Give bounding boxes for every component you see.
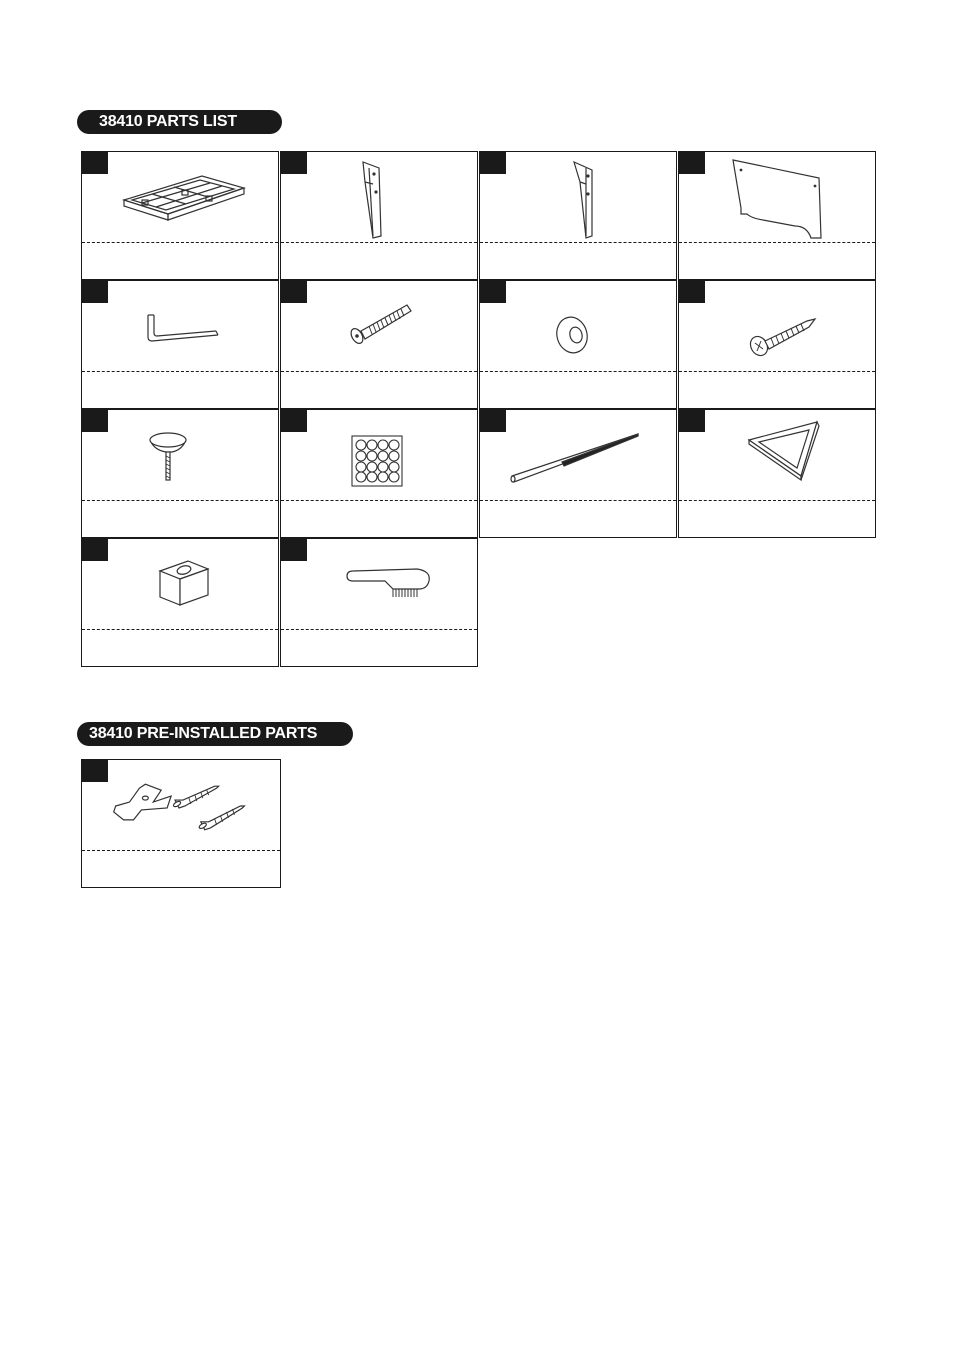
part-cell [81,759,281,888]
part-cell [81,280,279,409]
part-cell [479,280,677,409]
part-cell [678,409,876,538]
label-divider [281,629,477,630]
label-divider [82,629,278,630]
label-divider [480,500,676,501]
part-cell [81,151,279,280]
part-cell [678,280,876,409]
preinstalled-banner [77,722,353,746]
label-divider [82,850,280,851]
table-frame-icon [82,152,280,244]
allen-key-icon [82,281,280,373]
leveler-foot-icon [82,410,280,502]
label-divider [82,242,278,243]
part-cell [280,280,478,409]
parts-list-title: 38410 PARTS LIST [99,113,237,130]
side-panel-icon [679,152,877,244]
table-brush-icon [281,539,479,631]
chalk-cube-icon [82,539,280,631]
washer-icon [480,281,678,373]
part-cell [280,409,478,538]
wood-screw-icon [679,281,877,373]
label-divider [480,371,676,372]
label-divider [679,500,875,501]
preinstalled-title: 38410 PRE-INSTALLED PARTS [89,725,318,742]
label-divider [281,500,477,501]
leg-bracket-right-icon [480,152,678,244]
label-divider [679,371,875,372]
triangle-rack-icon [679,410,877,502]
label-divider [82,500,278,501]
part-cell [280,538,478,667]
part-cell [678,151,876,280]
label-divider [82,371,278,372]
part-cell [81,538,279,667]
parts-list-banner [77,110,282,134]
label-divider [679,242,875,243]
part-cell [479,151,677,280]
bolt-icon [281,281,479,373]
part-cell [280,151,478,280]
label-divider [281,371,477,372]
part-cell [479,409,677,538]
felt-pads-icon [281,410,479,502]
cue-stick-icon [480,410,678,502]
label-divider [281,242,477,243]
label-divider [480,242,676,243]
part-cell [81,409,279,538]
bracket-and-screws-icon [82,760,280,852]
leg-bracket-left-icon [281,152,479,244]
